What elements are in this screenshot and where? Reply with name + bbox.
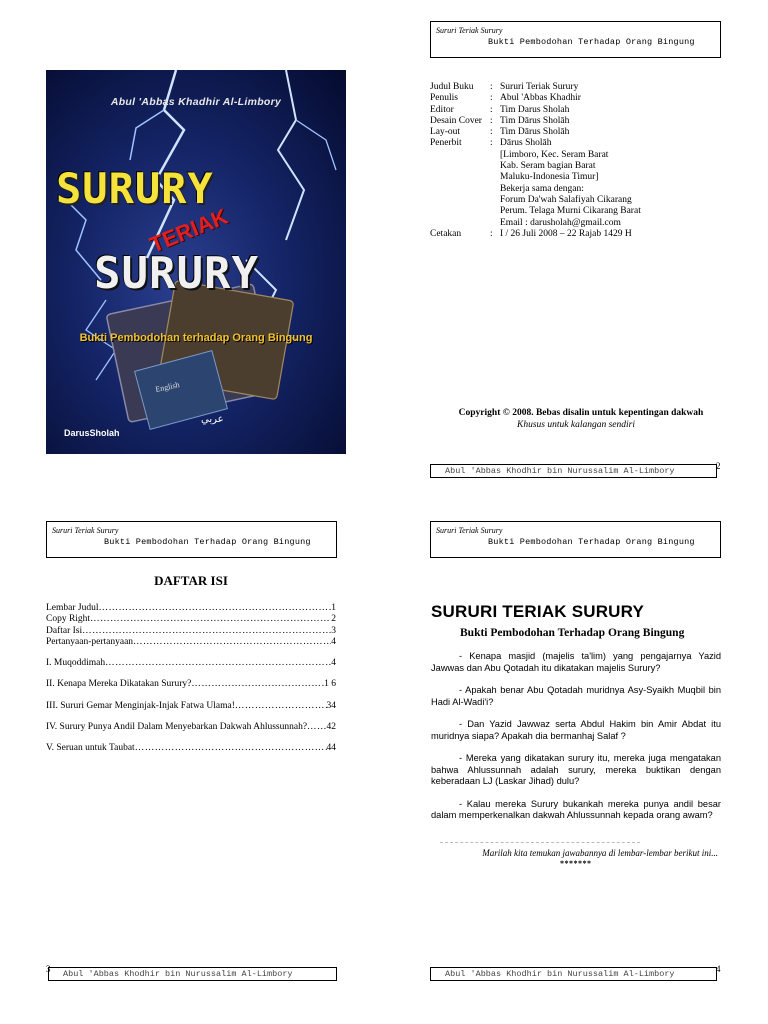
intro-title: SURURI TERIAK SURURY (431, 602, 645, 621)
toc-entry[interactable] (46, 701, 336, 712)
page-header (430, 521, 721, 558)
cover-publisher-logo: DarusSholah (64, 428, 120, 438)
colophon-separator: : (490, 82, 493, 92)
svg-text:عربي: عربي (201, 414, 224, 425)
cover-title-mid: TERIAK (146, 203, 232, 258)
intro-subtitle: Bukti Pembodohan Terhadap Orang Bingung (460, 627, 685, 639)
toc-entry-title: II. Kenapa Mereka Dikatakan Surury? (46, 679, 192, 690)
toc-leader (99, 603, 332, 614)
colophon-address-line: Perum. Telaga Murni Cikarang Barat (500, 206, 641, 217)
colophon-row (430, 105, 730, 116)
colophon-separator: : (490, 115, 493, 126)
toc-title: DAFTAR ISI (154, 573, 228, 588)
toc-entry[interactable] (46, 614, 336, 625)
toc-page-number: 4 (331, 636, 336, 647)
toc-entry[interactable] (46, 722, 336, 733)
toc-entry-title: Copy Right (46, 614, 91, 625)
colophon-value: Abul 'Abbas Khadhir (500, 93, 581, 104)
colophon-address-line: [Limboro, Kec. Seram Barat (500, 149, 609, 160)
toc-entry-title: V. Seruan untuk Taubat (46, 743, 135, 754)
toc-page-number: 42 (326, 722, 336, 733)
colophon-separator: : (490, 104, 493, 115)
intro-question: - Mereka yang dikatakan surury itu, mereka juga mengatakan bahwa Ahlussunnah adalah surury, mereka buktikan dengan keberadaan LJ (Laskar Jihad) dulu? (431, 753, 721, 786)
toc-entry-title: IV. Surury Punya Andil Dalam Menyebarkan Dakwah Ahlussunnah? (46, 722, 308, 733)
colophon-separator: : (490, 138, 493, 149)
header-book-title: Sururi Teriak Surury (52, 526, 119, 535)
page-header (430, 21, 721, 58)
colophon-row (430, 229, 730, 240)
toc-entry[interactable] (46, 743, 336, 754)
colophon-value: I / 26 Juli 2008 – 22 Rajab 1429 H (500, 228, 632, 239)
toc-entry[interactable] (46, 626, 336, 637)
toc-leader (235, 701, 327, 712)
toc-entry-title: Lembar Judul (46, 603, 99, 613)
footer-author: Abul 'Abbas Khodhir bin Nurussalim Al-Limbory (445, 969, 675, 979)
toc-page-number: 44 (326, 743, 336, 754)
colophon-row (430, 127, 730, 138)
toc-entry-title: Pertanyaan-pertanyaan (46, 636, 134, 647)
colophon-row (430, 116, 730, 127)
intro-question: - Kalau mereka Surury bukankah mereka punya andil besar dalam memperkenalkan dakwah Ahlussunnah kepada orang awam? (431, 798, 721, 820)
toc-page-number: 34 (326, 700, 336, 711)
toc-leader (133, 637, 331, 648)
colophon-value: Sururi Teriak Surury (500, 82, 579, 92)
toc-leader (90, 614, 331, 625)
intro-question: - Apakah benar Abu Qotadah muridnya Asy-Syaikh Muqbil bin Hadi Al-Wadi'i? (431, 685, 721, 707)
copyright-sub: Khusus untuk kalangan sendiri (517, 420, 635, 430)
toc-page-number: 4 (331, 658, 336, 669)
toc-entry-title: Daftar Isi (46, 625, 83, 636)
toc-entry-title: III. Sururi Gemar Menginjak-Injak Fatwa Ulama! (46, 700, 235, 711)
toc-leader (191, 679, 324, 690)
toc-leader (307, 722, 326, 733)
colophon-label: Editor (430, 104, 454, 115)
colophon-separator: : (490, 228, 493, 239)
page-footer (430, 967, 717, 981)
colophon-row (430, 138, 730, 149)
colophon-label: Penulis (430, 93, 458, 104)
header-subtitle: Bukti Pembodohan Terhadap Orang Bingung (488, 537, 695, 547)
colophon-label: Lay-out (430, 127, 461, 138)
book-cover (46, 70, 346, 454)
header-subtitle: Bukti Pembodohan Terhadap Orang Bingung (488, 37, 695, 47)
cover-subtitle: Bukti Pembodohan terhadap Orang Bingung (79, 332, 313, 344)
intro-question: - Kenapa masjid (majelis ta'lim) yang pengajarnya Yazid Jawwas dan Abu Qotadah itu dikatakan majelis Surury? (431, 651, 721, 673)
colophon-label: Penerbit (430, 138, 462, 149)
toc-page-number: 1 6 (324, 679, 336, 690)
colophon (430, 82, 730, 240)
table-of-contents (46, 603, 336, 755)
colophon-separator: : (490, 93, 493, 104)
closing-text: Marilah kita temukan jawabannya di lembar-lembar berikut ini... (482, 848, 718, 858)
colophon-label: Desain Cover (430, 115, 482, 126)
toc-leader (82, 626, 331, 637)
colophon-value: Tim Darus Sholah (500, 104, 570, 115)
colophon-separator: : (490, 127, 493, 138)
toc-entry-title: I. Muqoddimah (46, 658, 106, 669)
footer-author: Abul 'Abbas Khodhir bin Nurussalim Al-Limbory (445, 466, 675, 476)
colophon-row (430, 82, 730, 93)
toc-entry[interactable] (46, 603, 336, 614)
colophon-row (430, 93, 730, 104)
footer-author: Abul 'Abbas Khodhir bin Nurussalim Al-Limbory (63, 969, 293, 979)
toc-page-number: 1 (331, 603, 336, 613)
cover-title-bottom: SURURY (94, 248, 259, 299)
header-book-title: Sururi Teriak Surury (436, 26, 503, 35)
colophon-address-line: Bekerja sama dengan: (500, 183, 584, 194)
colophon-address-line: Maluku-Indonesia Timur] (500, 172, 599, 183)
closing-stars: ******* (560, 859, 592, 868)
page-number: 4 (716, 964, 721, 974)
intro-question: - Dan Yazid Jawwaz serta Abdul Hakim bin Amir Abdat itu muridnya siapa? Apakah dia bermanhaj Salaf ? (431, 719, 721, 741)
page-footer (430, 464, 717, 478)
colophon-address-line: Forum Da'wah Salafiyah Cikarang (500, 194, 632, 205)
colophon-label: Cetakan (430, 228, 462, 239)
colophon-label: Judul Buku (430, 82, 474, 92)
header-book-title: Sururi Teriak Surury (436, 526, 503, 535)
copyright-notice: Copyright © 2008. Bebas disalin untuk kepentingan dakwah (458, 408, 704, 418)
cover-author: Abul 'Abbas Khadhir Al-Limbory (110, 96, 282, 108)
colophon-address-line: Email : darusholah@gmail.com (500, 217, 621, 228)
toc-page-number: 3 (331, 625, 336, 636)
toc-entry[interactable] (46, 637, 336, 648)
toc-entry[interactable] (46, 679, 336, 690)
header-subtitle: Bukti Pembodohan Terhadap Orang Bingung (104, 537, 311, 547)
colophon-value: Tim Dārus Sholāh (500, 115, 570, 126)
colophon-value: Tim Dārus Sholāh (500, 127, 570, 138)
toc-leader (105, 658, 331, 669)
colophon-value: Dārus Sholāh (500, 138, 552, 149)
divider (440, 842, 640, 843)
toc-entry[interactable] (46, 658, 336, 669)
toc-page-number: 2 (331, 614, 336, 625)
toc-leader (135, 743, 327, 754)
svg-text:English: English (154, 380, 181, 394)
intro-body (431, 651, 721, 833)
page-footer (48, 967, 337, 981)
page-header (46, 521, 337, 558)
page-number: 2 (716, 461, 721, 471)
page-number: 3 (46, 964, 51, 974)
colophon-address-line: Kab. Seram bagian Barat (500, 161, 596, 172)
cover-title-top: SURURY (56, 164, 214, 213)
